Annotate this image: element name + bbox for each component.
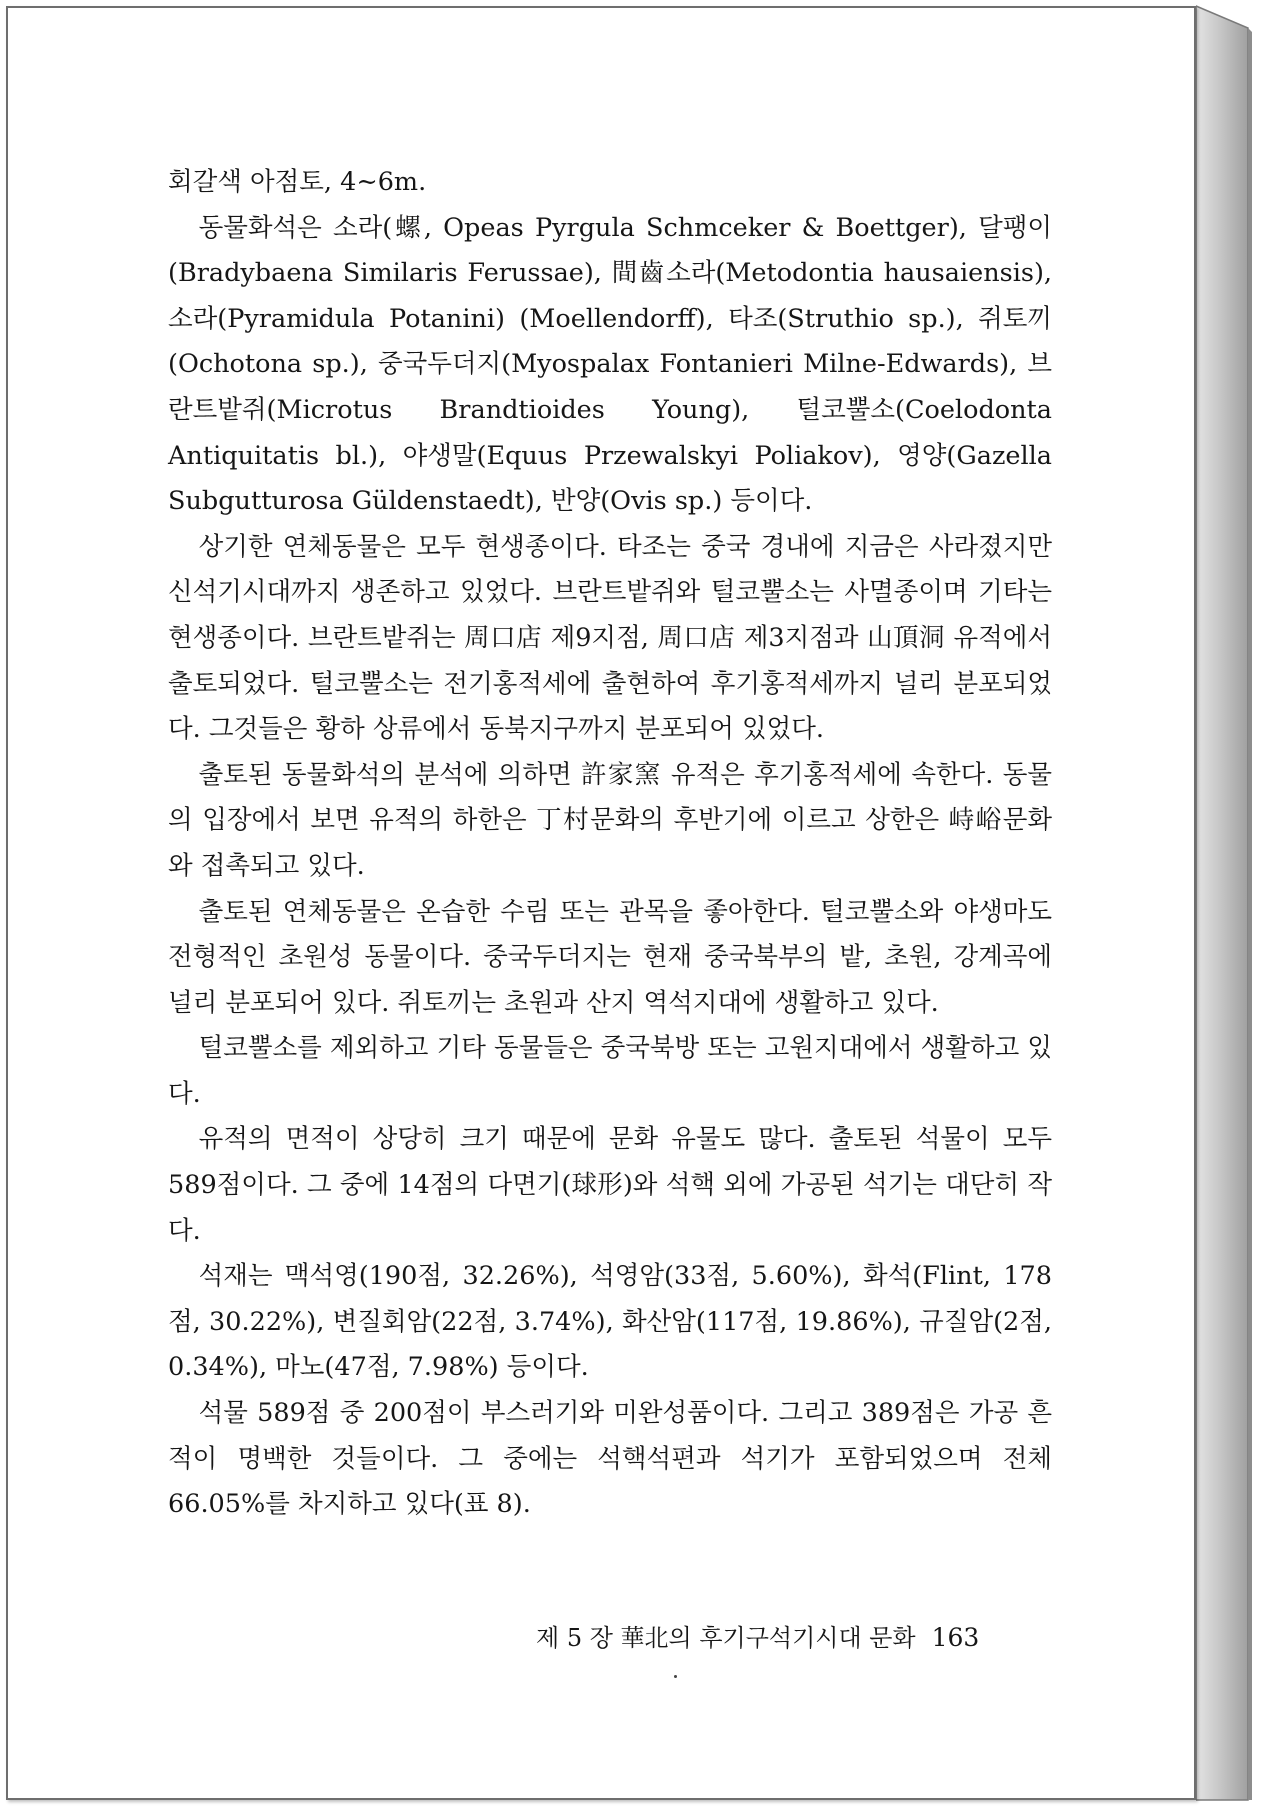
paragraph: 출토된 동물화석의 분석에 의하면 許家窯 유적은 후기홍적세에 속한다. 동물의 입장에서 보면 유적의 하한은 丁村문화의 후반기에 이르고 상한은 峙峪문화와 접촉되고 있다. <box>168 759 1052 881</box>
paragraph: 출토된 연체동물은 온습한 수림 또는 관목을 좋아한다. 털코뿔소와 야생마도 전형적인 초원성 동물이다. 중국두더지는 현재 중국북부의 밭, 초원, 강계곡에 널리 분포되어 있다. 쥐토끼는 초원과 산지 역석지대에 생활하고 있다. <box>168 896 1052 1018</box>
document-page <box>6 6 1196 1800</box>
page-number: 163 <box>931 1623 980 1652</box>
body-text <box>168 160 1052 1528</box>
chapter-title: 제 5 장 華北의 후기구석기시대 문화 <box>536 1624 916 1652</box>
paragraph: 동물화석은 소라(螺, Opeas Pyrgula Schmceker & Boettger), 달팽이(Bradybaena Similaris Ferussae), 間齒소라(Metodontia hausaiensis), 소라(Pyramidula Potanini) (Moellendorff), 타조(Struthio sp.), 쥐토끼(Ochotona sp.), 중국두더지(Myospalax Fontanieri Milne-Edwards), 브란트밭쥐(Microtus Brandtioides Young), 털코뿔소(Coelodonta Antiquitatis bl.), 야생말(Equus Przewalskyi Poliakov), 영양(Gazella Subgutturosa Güldenstaedt), 반양(Ovis sp.) 등이다. <box>168 212 1052 517</box>
book-side-edge <box>1196 0 1283 1806</box>
paragraph: 상기한 연체동물은 모두 현생종이다. 타조는 중국 경내에 지금은 사라졌지만 신석기시대까지 생존하고 있었다. 브란트밭쥐와 털코뿔소는 사멸종이며 기타는 현생종이다. 브란트밭쥐는 周口店 제9지점, 周口店 제3지점과 山頂洞 유적에서 출토되었다. 털코뿔소는 전기홍적세에 출현하여 후기홍적세까지 널리 분포되었다. 그것들은 황하 상류에서 동북지구까지 분포되어 있었다. <box>168 531 1052 745</box>
paragraph: 털코뿔소를 제외하고 기타 동물들은 중국북방 또는 고원지대에서 생활하고 있다. <box>168 1033 1052 1109</box>
paragraph: 유적의 면적이 상당히 크기 때문에 문화 유물도 많다. 출토된 석물이 모두 589점이다. 그 중에 14점의 다면기(球形)와 석핵 외에 가공된 석기는 대단히 작다. <box>168 1124 1052 1246</box>
paragraph: 석재는 맥석영(190점, 32.26%), 석영암(33점, 5.60%), 화석(Flint, 178점, 30.22%), 변질회암(22점, 3.74%), 화산암(117점, 19.86%), 규질암(2점, 0.34%), 마노(47점, 7.98%) 등이다. <box>168 1261 1052 1383</box>
paragraph: 석물 589점 중 200점이 부스러기와 미완성품이다. 그리고 389점은 가공 흔적이 명백한 것들이다. 그 중에는 석핵석편과 석기가 포함되었으며 전체 66.05%를 차지하고 있다(표 8). <box>168 1398 1052 1520</box>
running-footer <box>536 1618 1056 1653</box>
paragraph: 회갈색 아점토, 4∼6m. <box>168 167 427 197</box>
scan-speck <box>674 1675 677 1678</box>
